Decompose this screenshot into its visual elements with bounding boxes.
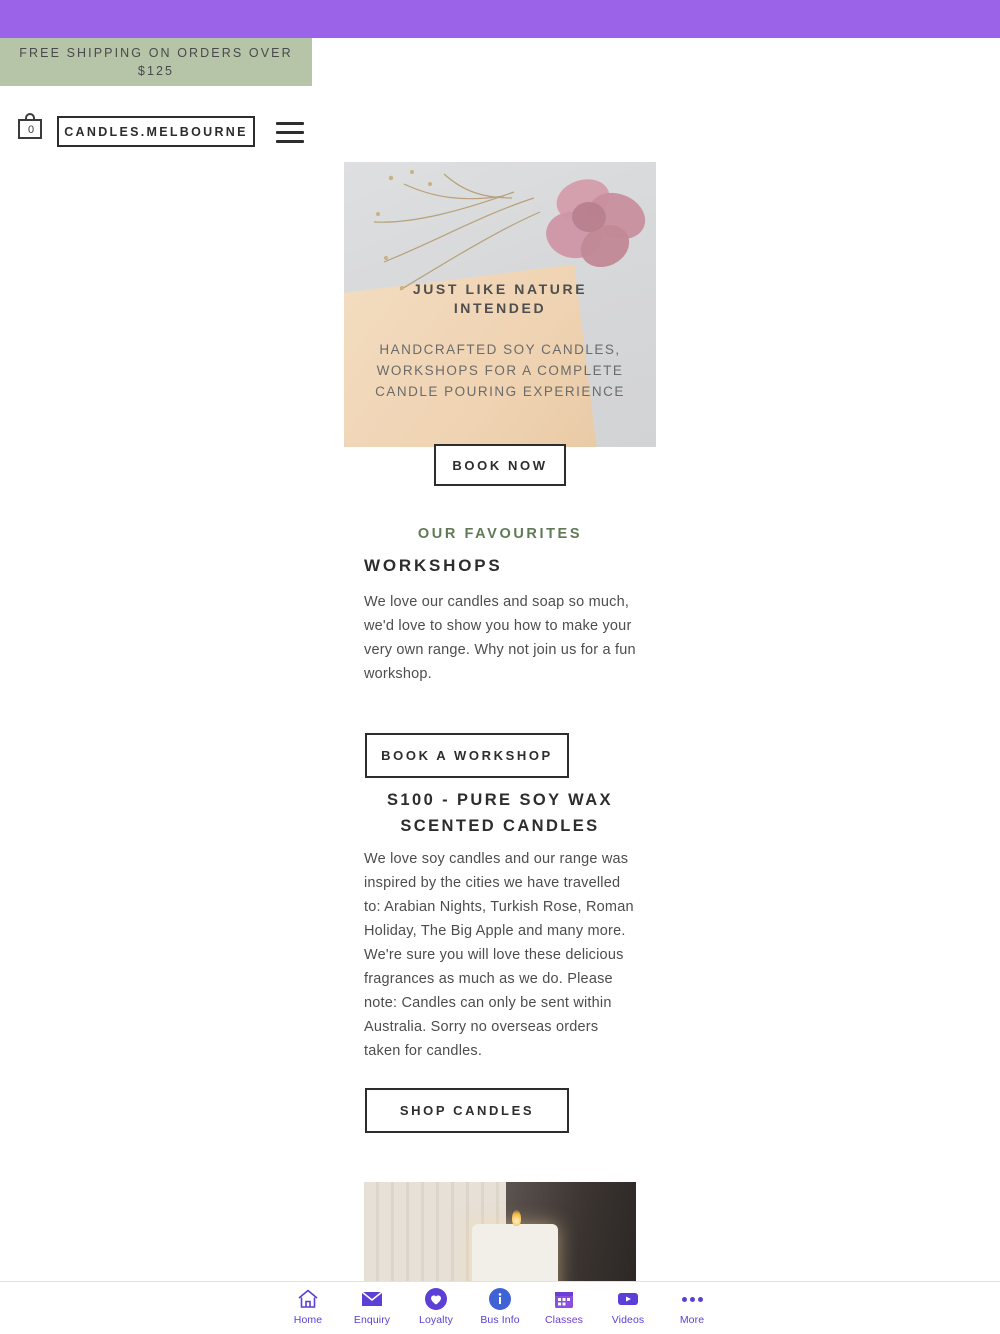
home-icon: [296, 1287, 320, 1311]
tab-videos-label: Videos: [611, 1314, 645, 1326]
tab-more-label: More: [679, 1314, 705, 1326]
site-header: [0, 86, 1000, 174]
info-icon: [488, 1287, 512, 1311]
hamburger-menu-icon[interactable]: [276, 122, 304, 144]
video-icon: [616, 1287, 640, 1311]
book-now-label: BOOK NOW: [452, 457, 548, 473]
tab-classes-label: Classes: [544, 1314, 584, 1326]
announcement-text: FREE SHIPPING ON ORDERS OVER $125: [19, 45, 293, 78]
workshops-heading: WORKSHOPS: [364, 556, 503, 575]
tab-enquiry[interactable]: [340, 1282, 404, 1334]
envelope-icon: [360, 1287, 384, 1311]
tab-bus-info-label: Bus Info: [480, 1314, 520, 1326]
cart-count-badge: 0: [27, 124, 35, 136]
cart-button[interactable]: [18, 111, 48, 147]
site-logo-text: CANDLES.MELBOURNE: [64, 124, 248, 139]
candles-heading: S100 - PURE SOY WAX SCENTED CANDLES: [387, 791, 613, 835]
tab-bus-info[interactable]: [468, 1282, 532, 1334]
calendar-icon: [552, 1287, 576, 1311]
hero-text-block: [344, 280, 656, 403]
tab-videos[interactable]: [596, 1282, 660, 1334]
tab-enquiry-label: Enquiry: [353, 1314, 391, 1326]
tab-classes[interactable]: [532, 1282, 596, 1334]
tab-loyalty-label: Loyalty: [419, 1314, 453, 1326]
site-logo[interactable]: [57, 116, 255, 147]
book-a-workshop-button[interactable]: [365, 733, 569, 778]
hero-title: JUST LIKE NATURE INTENDED: [412, 281, 588, 316]
hero-banner[interactable]: [344, 162, 656, 447]
book-a-workshop-label: BOOK A WORKSHOP: [381, 748, 553, 763]
hero-subtitle: HANDCRAFTED SOY CANDLES, WORKSHOPS FOR A COMPLETE CANDLE POURING EXPERIENCE: [375, 341, 625, 399]
section-eyebrow: OUR FAVOURITES: [417, 526, 583, 542]
shop-candles-label: SHOP CANDLES: [399, 1103, 535, 1118]
heart-icon: [424, 1287, 448, 1311]
tab-home-label: Home: [293, 1314, 323, 1326]
book-now-button[interactable]: [434, 444, 566, 486]
status-bar: [0, 0, 1000, 38]
tab-more[interactable]: [660, 1282, 724, 1334]
tab-home[interactable]: [276, 1282, 340, 1334]
workshops-body: We love our candles and soap so much, we'd love to show you how to make your very own range. Why not join us for a fun workshop.: [364, 594, 636, 682]
bottom-tab-bar: [0, 1281, 1000, 1334]
shop-candles-button[interactable]: [365, 1088, 569, 1133]
tab-loyalty[interactable]: [404, 1282, 468, 1334]
ellipsis-icon: [680, 1287, 704, 1311]
announcement-banner: [0, 38, 312, 86]
candles-body: We love soy candles and our range was inspired by the cities we have travelled to: Arabian Nights, Turkish Rose, Roman Holiday, The Big Apple and many more. We're sure you will love these delicious fragrances as much as we do. Please note: Candles can only be sent within Australia. Sorry no overseas orders taken for candles.: [364, 851, 634, 1059]
